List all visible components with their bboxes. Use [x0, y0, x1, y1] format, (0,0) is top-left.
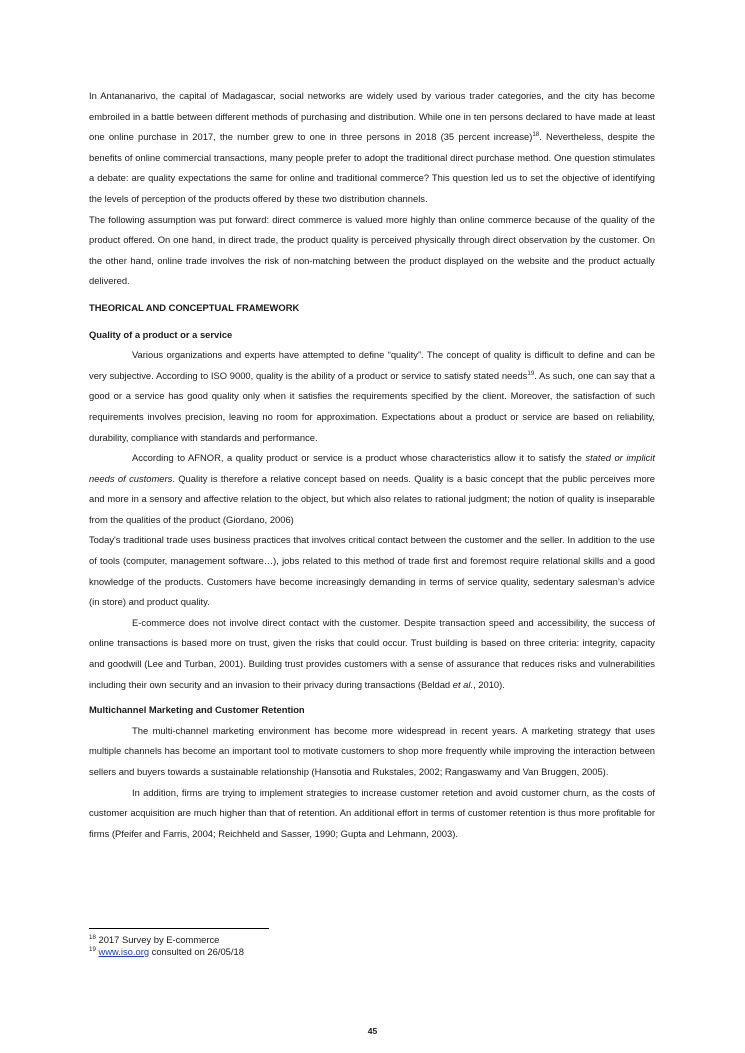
page-body — [89, 86, 655, 844]
footnotes — [89, 928, 655, 958]
footnote-divider — [89, 928, 269, 929]
quality-paragraph-2: According to AFNOR, a quality product or service is a product whose characteristics allow it to satisfy the stated or implicit needs of customers. Quality is therefore a relative concept based on needs. Quality is a basic concept that the public perceives more and more in a sensory and affective relation to the object, but which also relates to rational judgment; the notion of quality is inseparable from the qualities of the product (Giordano, 2006) — [89, 452, 655, 525]
multichannel-paragraph-1: The multi-channel marketing environment has become more widespread in recent years. A marketing strategy that uses multiple channels has become an important tool to motivate customers to shop more frequently while improving the interaction between sellers and buyers towards a sustainable relationship (Hansotia and Rukstales, 2002; Rangaswamy and Van Bruggen, 2005). — [89, 724, 655, 777]
quality-paragraph-1: Various organizations and experts have attempted to define “quality”. The concept of quality is difficult to define and can be very subjective. According to ISO 9000, quality is the ability of a product or service to satisfy stated needs$^{19}$. As such, one can say that a good or a service has good quality only when it satisfies the requirements specified by the client. Moreover, the satisfaction of such requirements involves precision, leaving no room for approximation. Expectations about a product or service are based on reliability, durability, compliance with standards and performance. — [89, 349, 655, 443]
intro-paragraph-1: In Antananarivo, the capital of Madagascar, social networks are widely used by various trader categories, and the city has become embroiled in a battle between different methods of purchasing and distribution. While one in ten persons declared to have made at least one online purchase in 2017, the number grew to one in three persons in 2018 (35 percent increase)$^{18}$. Nevertheless, despite the benefits of online commercial transactions, many people prefer to adopt the traditional direct purchase method. One question stimulates a debate: are quality expectations the same for online and traditional commerce? This question led us to set the objective of identifying the levels of perception of the products offered by these two distribution channels. — [89, 90, 656, 204]
page-number: 45 — [367, 1026, 378, 1036]
footnote-ref-18[interactable]: 18 — [532, 131, 540, 139]
quality-paragraph-3: Today's traditional trade uses business practices that involves critical contact between the customer and the seller. In addition to the use of tools (computer, management software…), jobs related to this method of trade first and foremost require relational skills and a good knowledge of the products. Customers have become increasingly demanding in terms of service quality, sedentary salesman’s advice (in store) and product quality. — [89, 534, 655, 608]
section-heading: THEORICAL AND CONCEPTUAL FRAMEWORK — [89, 301, 300, 313]
subsection-heading-quality: Quality of a product or a service — [89, 328, 233, 340]
footnote-ref-19[interactable]: 19 — [527, 369, 535, 377]
footnote-19: $^{19}$ www.iso.org consulted on 26/05/18 — [89, 946, 244, 957]
iso-link[interactable]: www.iso.org — [98, 946, 150, 957]
quality-paragraph-4: E-commerce does not involve direct contact with the customer. Despite transaction speed and accessibility, the success of online transactions is based more on trust, given the risks that could occur. Trust building is based on three criteria: integrity, capacity and goodwill (Lee and Turban, 2001). Building trust provides customers with a sense of assurance that reduces risks and vulnerabilities including their own security and an invasion to their privacy during transactions (Beldad et al., 2010). — [89, 616, 655, 690]
intro-paragraph-2: The following assumption was put forward: direct commerce is valued more highly than online commerce because of the quality of the product offered. On one hand, in direct trade, the product quality is perceived physically through direct observation by the customer. On the other hand, online trade involves the risk of non-matching between the product displayed on the website and the product actually delivered. — [89, 213, 655, 287]
multichannel-paragraph-2: In addition, firms are trying to implement strategies to increase customer retetion and avoid customer churn, as the costs of customer acquisition are much higher than that of retention. An additional effort in terms of customer retention is thus more profitable for firms (Pfeifer and Farris, 2004; Reichheld and Sasser, 1990; Gupta and Lehmann, 2003). — [89, 786, 655, 839]
footnote-18: $^{18}$ 2017 Survey by E-commerce — [89, 934, 220, 945]
subsection-heading-multichannel: Multichannel Marketing and Customer Retention — [89, 704, 305, 716]
